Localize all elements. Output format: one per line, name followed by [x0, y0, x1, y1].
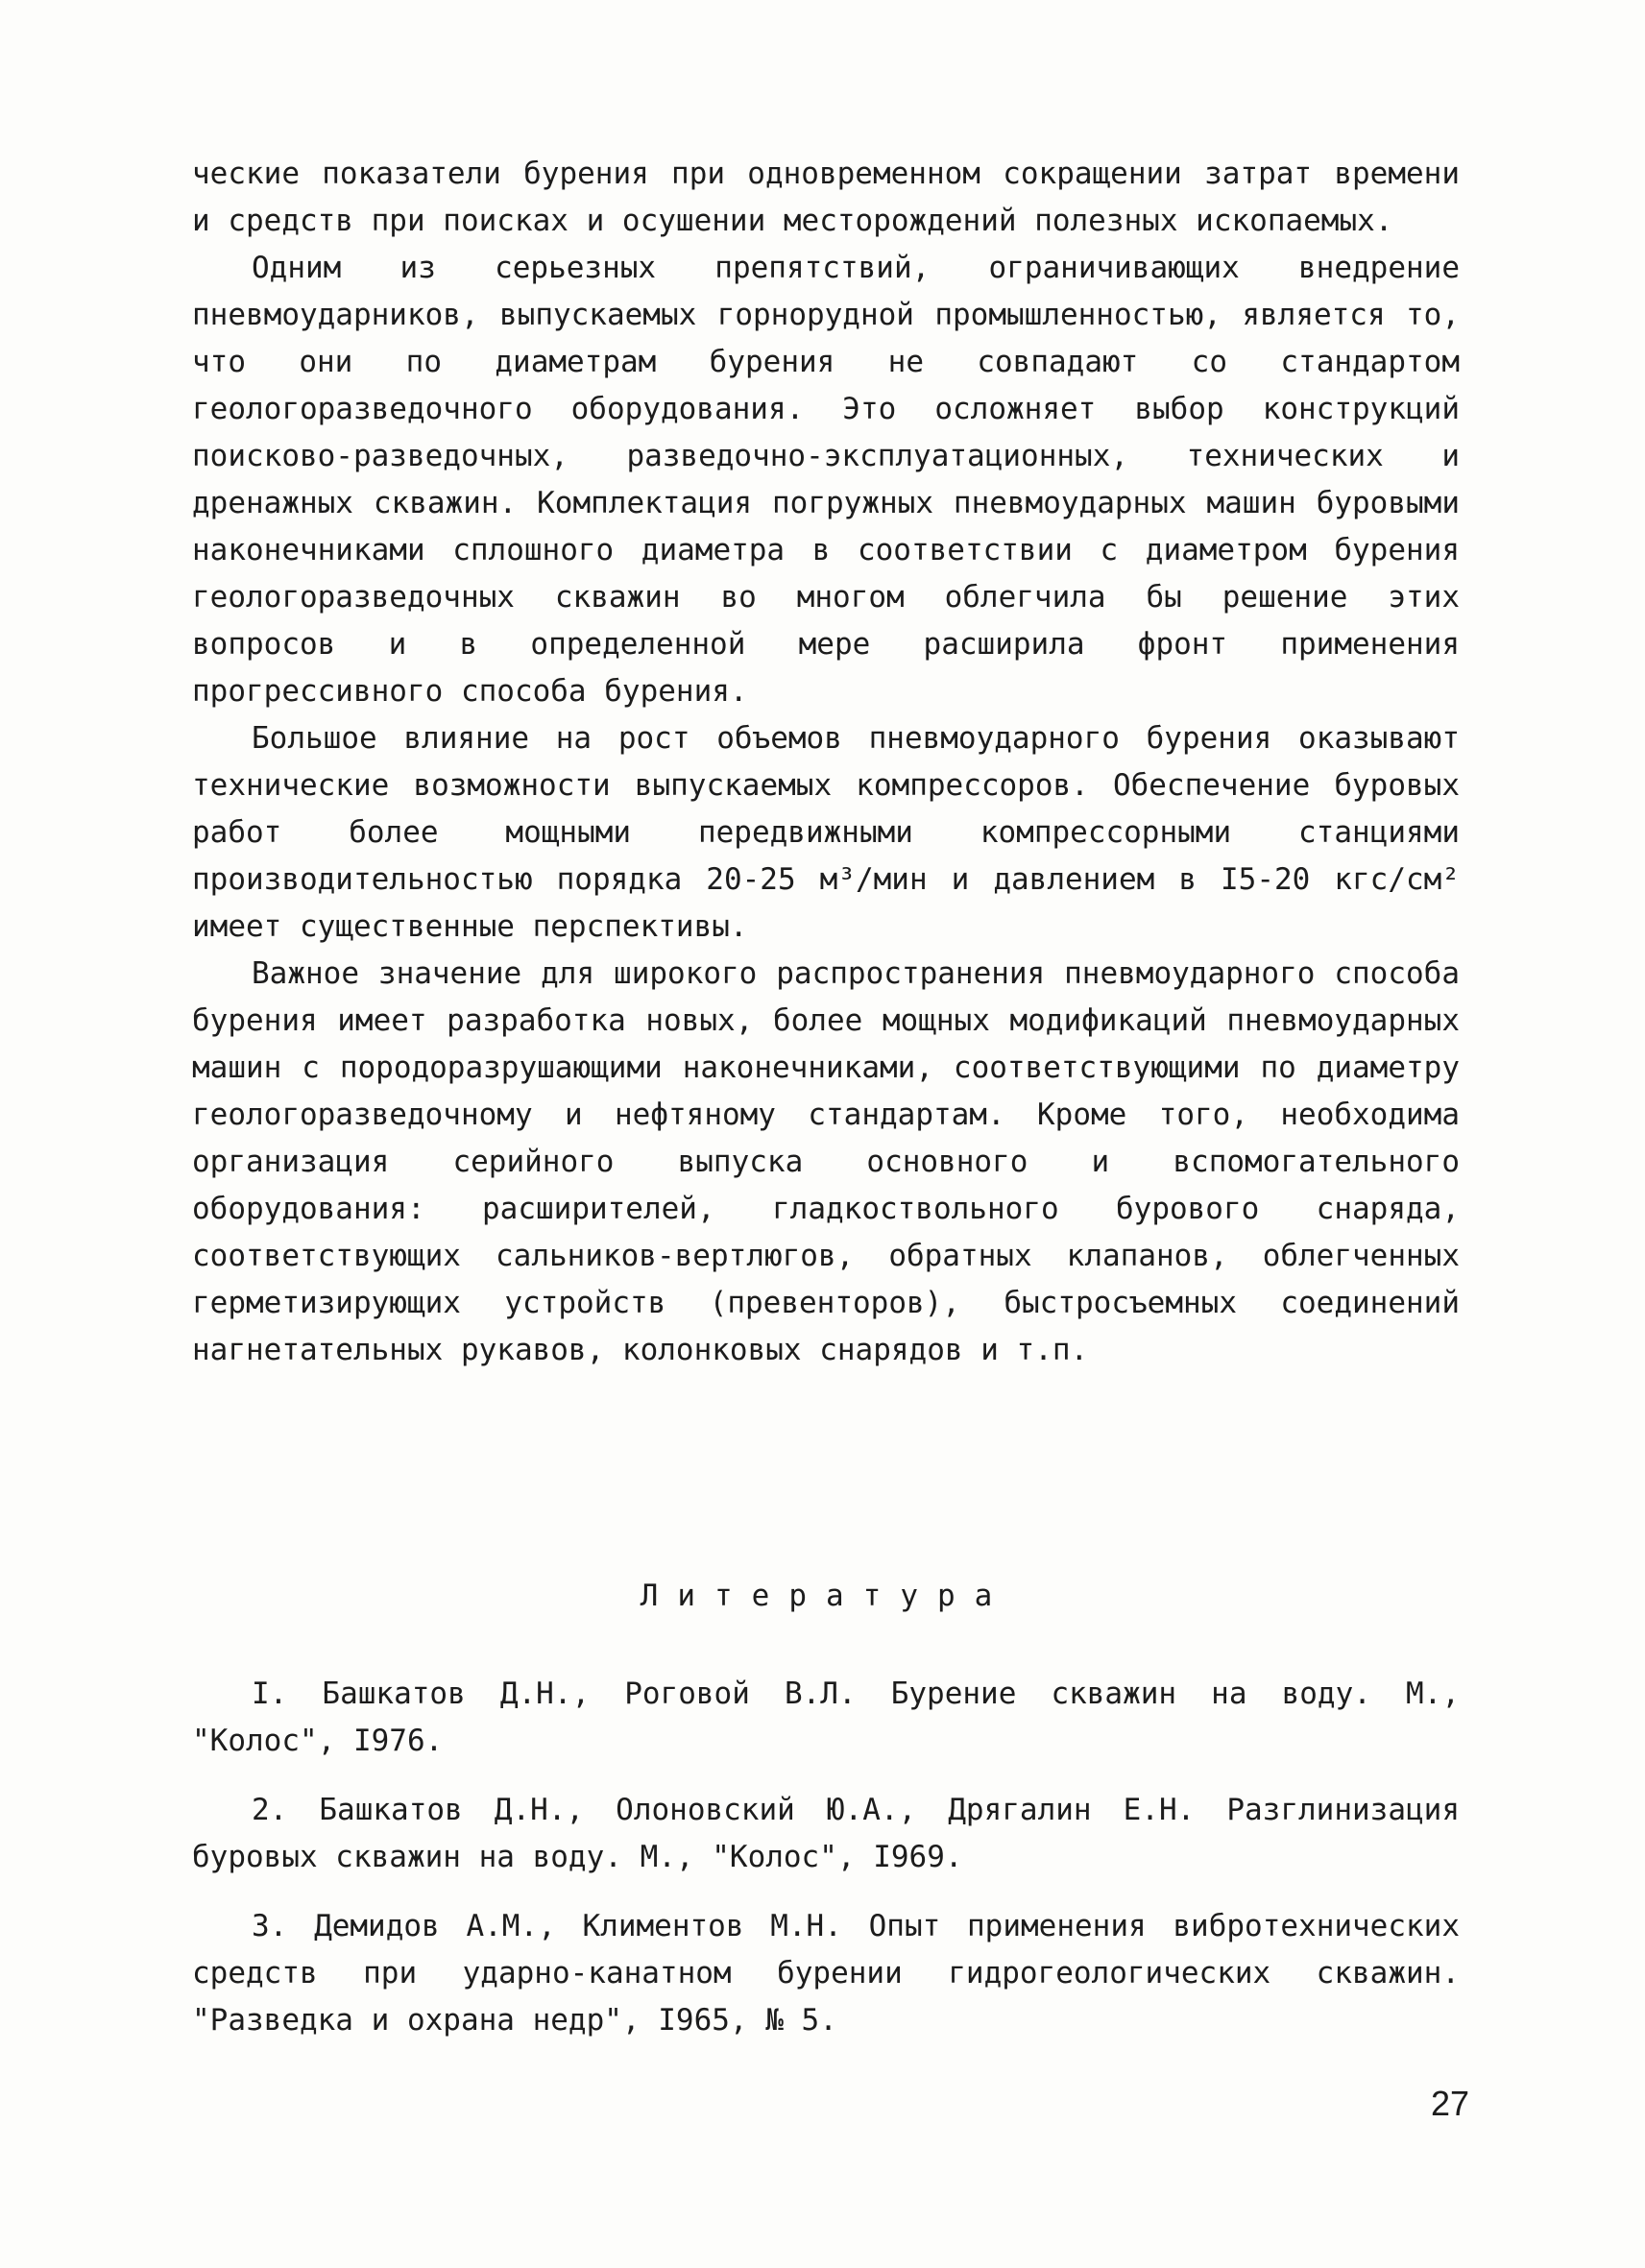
paragraph-3: Большое влияние на рост объемов пневмоударного бурения оказывают технические возможности выпускаемых компрессоров. Обеспечение буровых работ более мощными передвижными компрессорными станциями производительностью порядка 20-25 м³/мин и давлением в I5-20 кгс/см² имеет существенные перспективы.	[192, 721, 1460, 944]
page-number: 27	[1430, 2084, 1469, 2123]
reference-item-3: 3. Демидов А.М., Климентов М.Н. Опыт применения вибротехнических средств при ударно-канатном бурении гидрогеологических скважин. "Разведка и охрана недр", I965, № 5.	[192, 1909, 1460, 2038]
paragraph-4: Важное значение для широкого распространения пневмоударного способа бурения имеет разработка новых, более мощных модификаций пневмоударных машин с породоразрушающими наконечниками, соответствующими по диаметру геологоразведочному и нефтяному стандартам. Кроме того, необходима организация серийного выпуска основного и вспомогательного оборудования: расширителей, гладкоствольного бурового снаряда, соответствующих сальников-вертлюгов, обратных клапанов, облегченных герметизирующих устройств (превенторов), быстросъемных соединений нагнетательных рукавов, колонковых снарядов и т.п.	[192, 956, 1460, 1367]
reference-item-2: 2. Башкатов Д.Н., Олоновский Ю.А., Дрягалин Е.Н. Разглинизация буровых скважин на воду. М., "Колос", I969.	[192, 1793, 1460, 1874]
reference-item-1: I. Башкатов Д.Н., Роговой В.Л. Бурение скважин на воду. М., "Колос", I976.	[192, 1677, 1460, 1758]
body-text	[192, 151, 1460, 1374]
paragraph-1: ческие показатели бурения при одновременном сокращении затрат времени и средств при поисках и осушении месторождений полезных ископаемых.	[192, 157, 1460, 238]
references-heading: Литература	[640, 1579, 1012, 1613]
references-list	[192, 1671, 1460, 2066]
paragraph-2: Одним из серьезных препятствий, ограничивающих внедрение пневмоударников, выпускаемых горнорудной промышленностью, является то, что они по диаметрам бурения не совпадают со стандартом геологоразведочного оборудования. Это осложняет выбор конструкций поисково-разведочных, разведочно-эксплуатационных, технических и дренажных скважин. Комплектация погружных пневмоударных машин буровыми наконечниками сплошного диаметра в соответствии с диаметром бурения геологоразведочных скважин во многом облегчила бы решение этих вопросов и в определенной мере расширила фронт применения прогрессивного способа бурения.	[192, 251, 1460, 709]
